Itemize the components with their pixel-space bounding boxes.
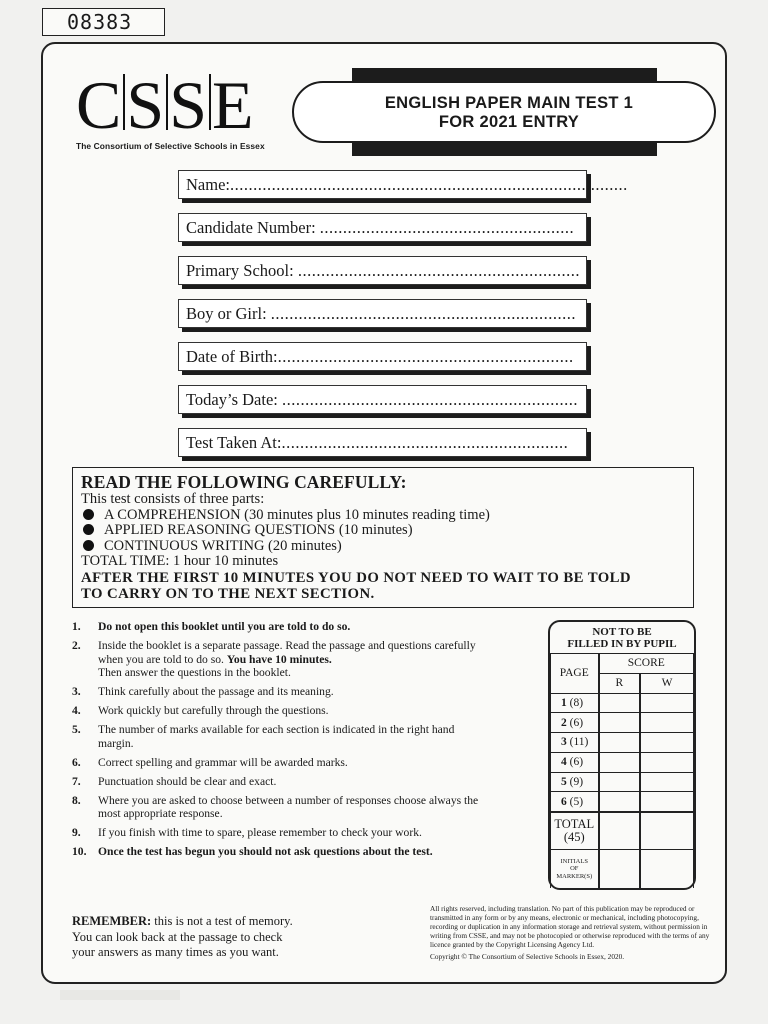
r-score-cell[interactable] (599, 752, 641, 772)
w-score-cell[interactable] (640, 772, 693, 792)
r-score-cell[interactable] (599, 792, 641, 812)
initials-r-cell[interactable] (599, 850, 641, 888)
total-time: TOTAL TIME: 1 hour 10 minutes (81, 553, 279, 569)
logo-subtitle: The Consortium of Selective Schools in Essex (76, 141, 265, 151)
r-score-cell[interactable] (599, 733, 641, 753)
logo-divider (166, 74, 168, 130)
bottom-scan-strip (60, 990, 180, 1000)
paper-title-line2: FOR 2021 ENTRY (438, 113, 580, 131)
instructions-heading: READ THE FOLLOWING CAREFULLY: (81, 472, 407, 492)
primary-school-field[interactable] (178, 256, 587, 285)
w-score-cell[interactable] (640, 693, 693, 713)
serial-number: 08383 (42, 8, 165, 36)
field-label: Date of Birth: (186, 347, 278, 366)
score-row: 6 (5) (551, 792, 694, 812)
field-label: Name: (186, 175, 230, 194)
test-part: A COMPREHENSION (30 minutes plus 10 minutes reading time) (81, 508, 693, 524)
r-score-cell[interactable] (599, 772, 641, 792)
rule-item: 4. Work quickly but carefully through the questions. (72, 704, 329, 718)
rule-item: 9. If you finish with time to spare, please remember to check your work. (72, 826, 422, 840)
r-score-cell[interactable] (599, 713, 641, 733)
rule-item: 3. Think carefully about the passage and its meaning. (72, 685, 334, 699)
test-taken-at-field[interactable] (178, 428, 587, 457)
rule-item: 1. Do not open this booklet until you are told to do so. (72, 620, 351, 633)
field-dots: ............................................................. (297, 261, 580, 280)
rule-item: 6. Correct spelling and grammar will be awarded marks. (72, 755, 348, 769)
r-header: R (599, 673, 641, 693)
not-to-be-filled-header: NOT TO BE FILLED IN BY PUPIL (551, 622, 694, 653)
r-score-cell[interactable] (599, 693, 641, 713)
date-of-birth-field[interactable] (178, 342, 587, 371)
csse-logo (76, 67, 255, 143)
boy-or-girl-field[interactable] (178, 299, 587, 328)
remember-note: REMEMBER: this is not a test of memory. You can look back at the passage to check your answers as many times as you want. (72, 914, 293, 959)
field-label: Boy or Girl: (186, 304, 267, 323)
field-label: Today’s Date: (186, 390, 278, 409)
rule-item: 7. Punctuation should be clear and exact. (72, 774, 277, 788)
instructions-box (72, 467, 694, 608)
total-w-cell[interactable] (640, 812, 693, 850)
field-label: Candidate Number: (186, 218, 316, 237)
score-row: 2 (6) (551, 713, 694, 733)
rights-text: All rights reserved, including translation. No part of this publication may be reproduced or transmitted in any form or by any means, electronic or mechanical, including photocopying, recording or duplication in any information storage and retrieval system, without permission in writing from CSSE, and may not be photocopied or otherwise reproduced with the terms of any licence granted by the Copyright Licensing Agency Ltd. (430, 904, 710, 950)
paper-title (292, 81, 716, 143)
w-score-cell[interactable] (640, 733, 693, 753)
rules-list (72, 620, 492, 864)
todays-date-field[interactable] (178, 385, 587, 414)
logo-divider (209, 74, 211, 130)
score-row: 5 (9) (551, 772, 694, 792)
initials-w-cell[interactable] (640, 850, 693, 888)
field-dots: ....................................................... (319, 218, 575, 237)
test-part: APPLIED REASONING QUESTIONS (10 minutes) (81, 523, 693, 539)
warning-line: AFTER THE FIRST 10 MINUTES YOU DO NOT NEED TO WAIT TO BE TOLD (81, 569, 631, 586)
field-label: Primary School: (186, 261, 294, 280)
score-table (548, 620, 696, 890)
rule-item: 10. Once the test has begun you should not ask questions about the test. (72, 845, 433, 859)
total-r-cell[interactable] (599, 812, 641, 850)
field-dots: ................................................................ (277, 347, 574, 366)
field-dots: ...................................................................................... (229, 175, 628, 194)
paper-title-line1: ENGLISH PAPER MAIN TEST 1 (384, 94, 634, 112)
bullet-icon (83, 540, 94, 551)
score-row: 3 (11) (551, 733, 694, 753)
page-header: PAGE (551, 653, 599, 693)
score-row: 1 (8) (551, 693, 694, 713)
w-score-cell[interactable] (640, 713, 693, 733)
instructions-intro: This test consists of three parts: (81, 491, 265, 507)
warning-line: TO CARRY ON TO THE NEXT SECTION. (81, 586, 375, 602)
rule-item: 2. Inside the booklet is a separate passage. Read the passage and questions carefully when you are told to do so. You have 10 minutes. Then answer the questions in the booklet. (72, 638, 476, 680)
rule-item: 8. Where you are asked to choose between a number of responses choose always the most appropriate response. (72, 793, 479, 821)
test-part: CONTINUOUS WRITING (20 minutes) (81, 539, 693, 555)
field-dots: .............................................................. (281, 433, 569, 452)
rule-item: 5. The number of marks available for each section is indicated in the right hand margin. (72, 723, 455, 750)
copyright-text: Copyright © The Consortium of Selective Schools in Essex, 2020. (430, 952, 625, 962)
field-dots: ................................................................ (282, 390, 578, 409)
bullet-icon (83, 524, 94, 535)
initials-row: INITIALS OF MARKER(S) (551, 850, 694, 888)
logo-letter: S (126, 67, 166, 143)
w-score-cell[interactable] (640, 752, 693, 772)
logo-letter: S (169, 67, 209, 143)
total-row: TOTAL (45) (551, 812, 694, 850)
w-score-cell[interactable] (640, 792, 693, 812)
field-dots: .................................................................. (270, 304, 577, 323)
field-label: Test Taken At: (186, 433, 282, 452)
score-row: 4 (6) (551, 752, 694, 772)
legal-notice (430, 904, 716, 962)
bullet-icon (83, 509, 94, 520)
name-field[interactable] (178, 170, 628, 199)
logo-letter: E (212, 67, 255, 143)
candidate-number-field[interactable] (178, 213, 587, 242)
logo-letter: C (76, 67, 123, 143)
w-header: W (640, 673, 693, 693)
score-header: SCORE (599, 653, 694, 673)
